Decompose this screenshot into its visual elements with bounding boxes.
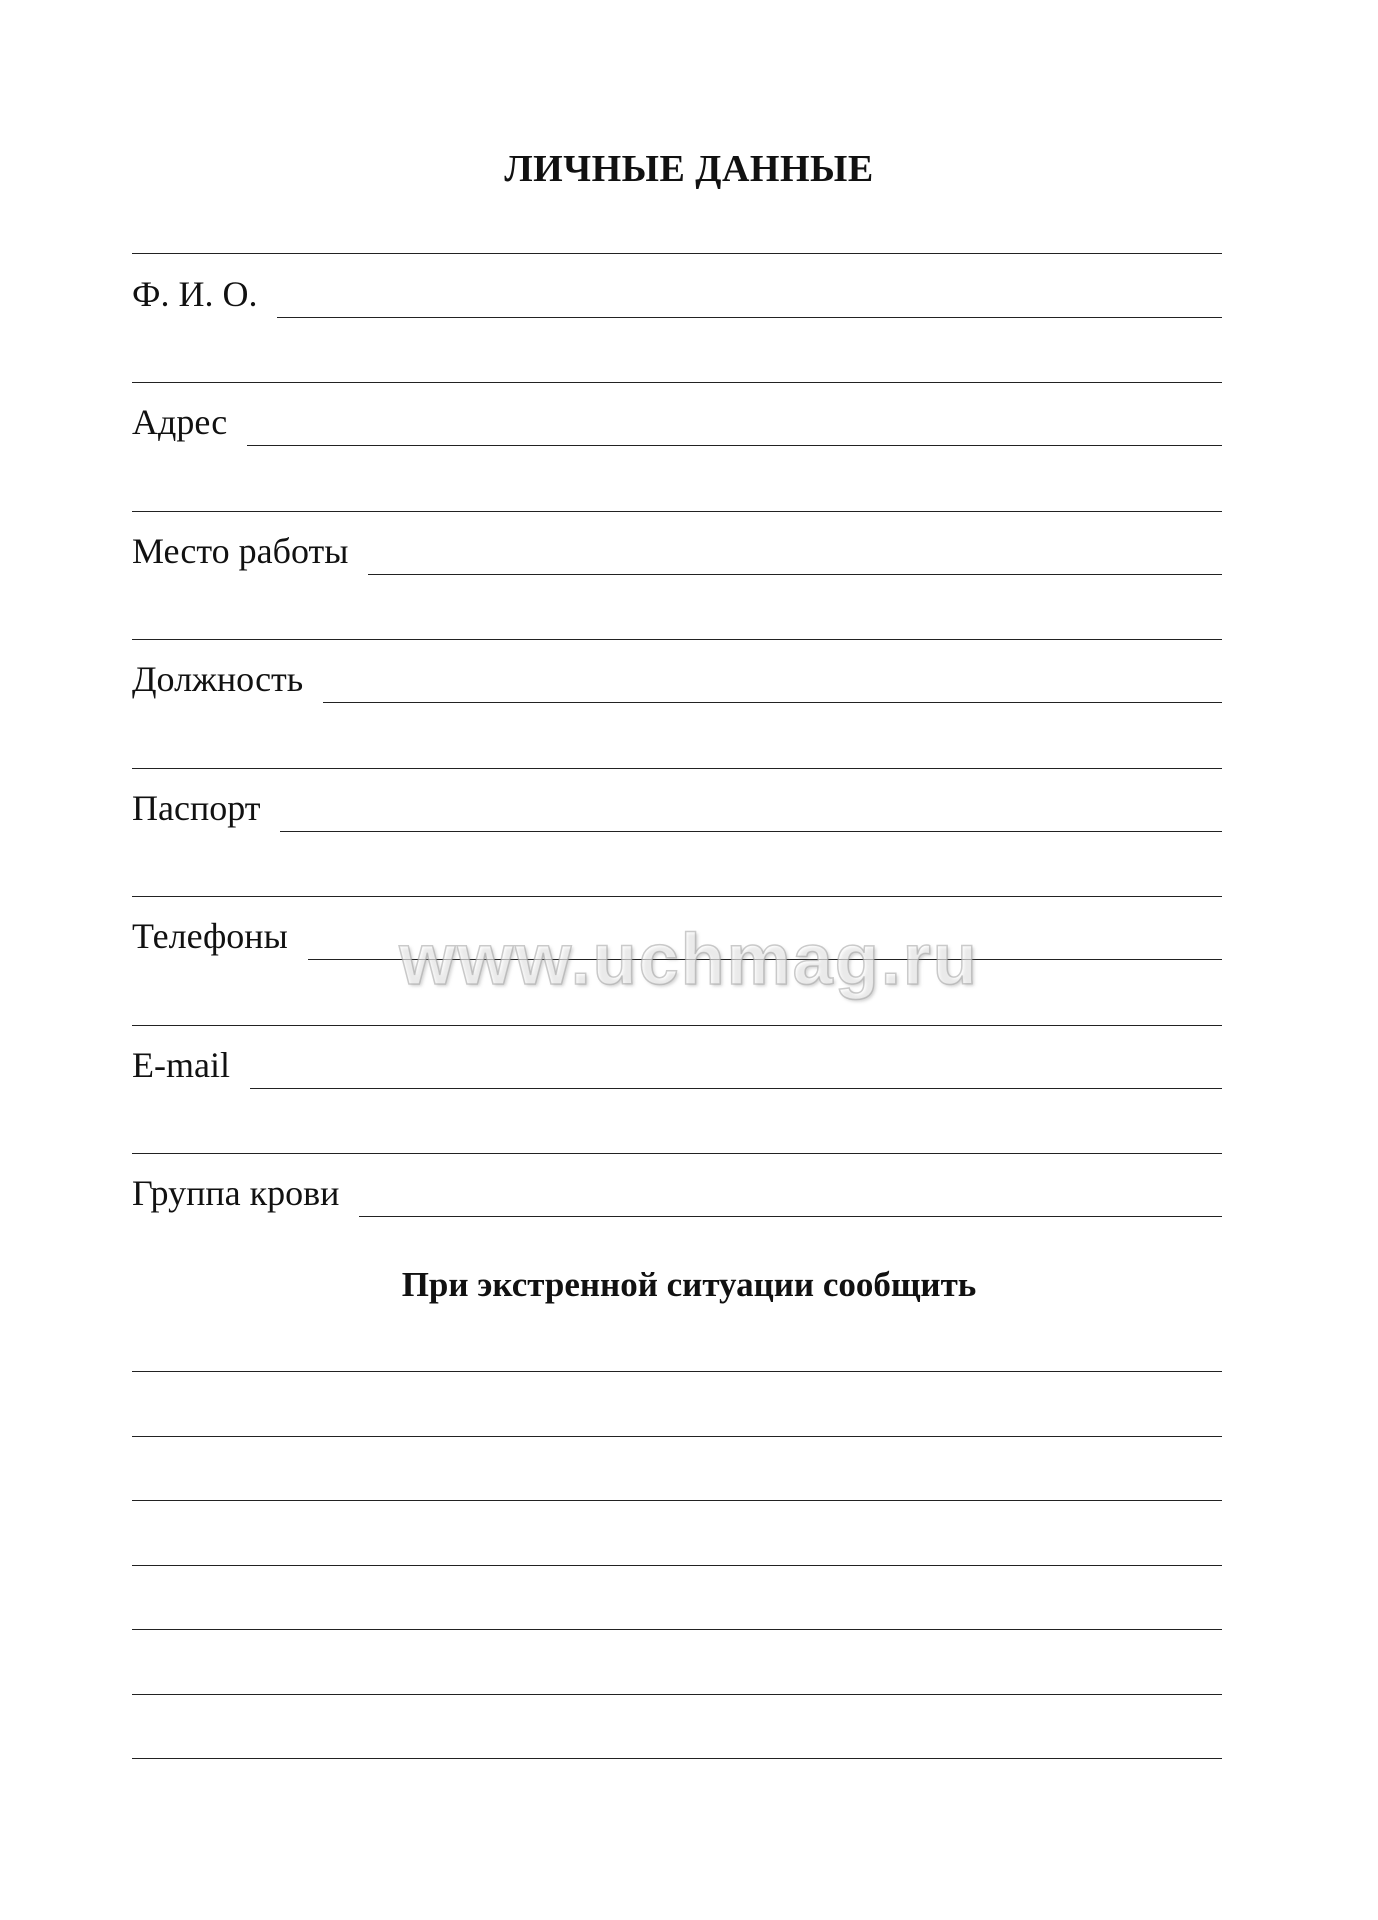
page-title: ЛИЧНЫЕ ДАННЫЕ — [504, 148, 874, 190]
email-field — [132, 1039, 1222, 1089]
phones-label: Телефоны — [132, 916, 288, 956]
blank-line — [132, 1629, 1222, 1630]
address-field — [132, 396, 1222, 446]
fio-field — [132, 268, 1222, 318]
position-field — [132, 653, 1222, 703]
blank-line — [132, 1371, 1222, 1372]
fio-write-line — [277, 316, 1222, 318]
passport-field — [132, 782, 1222, 832]
blank-line — [132, 1694, 1222, 1695]
workplace-write-line — [368, 573, 1222, 575]
blank-line — [132, 253, 1222, 254]
blank-line — [132, 1436, 1222, 1437]
workplace-label: Место работы — [132, 531, 349, 571]
blank-line — [132, 896, 1222, 897]
position-write-line — [323, 701, 1222, 703]
blank-line — [132, 1565, 1222, 1566]
blank-line — [132, 1153, 1222, 1154]
email-label: E-mail — [132, 1045, 230, 1085]
blood-type-label: Группа крови — [132, 1173, 340, 1213]
address-label: Адрес — [132, 402, 228, 442]
watermark: www.uchmag.ru — [399, 920, 979, 1000]
email-write-line — [250, 1087, 1222, 1089]
position-label: Должность — [132, 659, 304, 699]
blood-type-field — [132, 1167, 1222, 1217]
blood-type-write-line — [359, 1215, 1222, 1217]
blank-line — [132, 639, 1222, 640]
blank-line — [132, 1758, 1222, 1759]
workplace-field — [132, 525, 1222, 575]
blank-line — [132, 1025, 1222, 1026]
passport-write-line — [280, 830, 1222, 832]
blank-line — [132, 511, 1222, 512]
blank-line — [132, 1500, 1222, 1501]
fio-label: Ф. И. О. — [132, 274, 258, 314]
passport-label: Паспорт — [132, 788, 261, 828]
blank-line — [132, 768, 1222, 769]
blank-line — [132, 382, 1222, 383]
emergency-heading: При экстренной ситуации сообщить — [401, 1265, 977, 1304]
address-write-line — [247, 444, 1222, 446]
